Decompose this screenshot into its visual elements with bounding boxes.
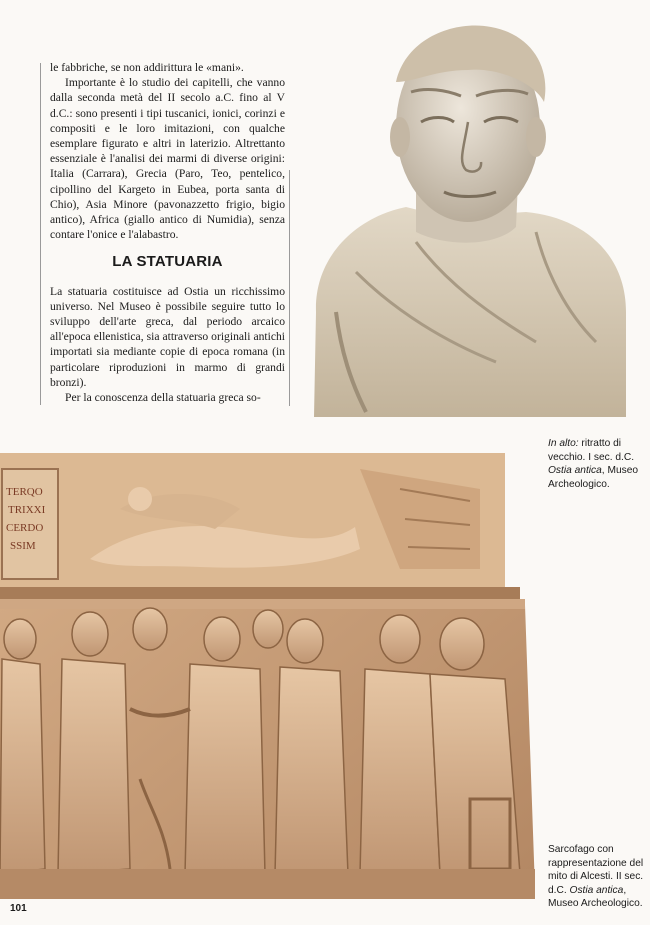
svg-text:CERDO: CERDO [6,522,44,534]
sarcophagus-relief-photo [0,449,536,903]
sarcophagus-caption: Sarcofago con rappresentazione del mito di Alcesti. II sec. d.C. Ostia antica, Museo Archeologico. [548,844,644,910]
svg-text:TRIXXI: TRIXXI [8,504,46,516]
page-number: 101 [10,903,27,914]
article-text-column [50,60,285,405]
bust-caption: In alto: ritratto di vecchio. I sec. d.C. Ostia antica, Museo Archeologico. [548,438,639,490]
svg-text:TERQO: TERQO [6,486,43,498]
column-rule-right [289,170,290,406]
paragraph-greek-statuary: Per la conoscenza della statuaria greca so- [65,391,261,405]
column-rule-left [40,63,41,405]
section-heading: LA STATUARIA [112,253,223,271]
paragraph-statuary: La statuaria costituisce ad Ostia un ricchissimo universo. Nel Museo è possibile seguire tutto lo sviluppo dell'arte greca, dal periodo arcaico all'epoca ellenistica, sia attraverso originali antichi importati sia mediante copie di epoca romana (in particolare riproduzioni in marmo di grandi bronzi). [50,284,285,389]
paragraph-continued: le fabbriche, se non addirittura le «mani». [50,61,244,74]
svg-text:SSIM: SSIM [10,540,36,552]
paragraph-capitals-marbles: Importante è lo studio dei capitelli, che vanno dalla seconda metà del II secolo a.C. fino al V d.C.: sono presenti i tipi tuscanici, ionici, corinzi e compositi e le loro imitazioni, con qualche esemplare figurato e altri in laterizio. Altrettanto essenziale è l'analisi dei marmi di diverse origini: Italia (Carrara), Grecia (Paro, Teo, pentelico, cipollino del Kargeto in Eubea, porta santa di Chio), Asia Minore (pavonazzetto frigio, bigio antico), Africa (giallo antico di Numidia), senza contare l'onice e l'alabastro. [50,76,285,242]
marble-bust-photo [296,12,638,422]
